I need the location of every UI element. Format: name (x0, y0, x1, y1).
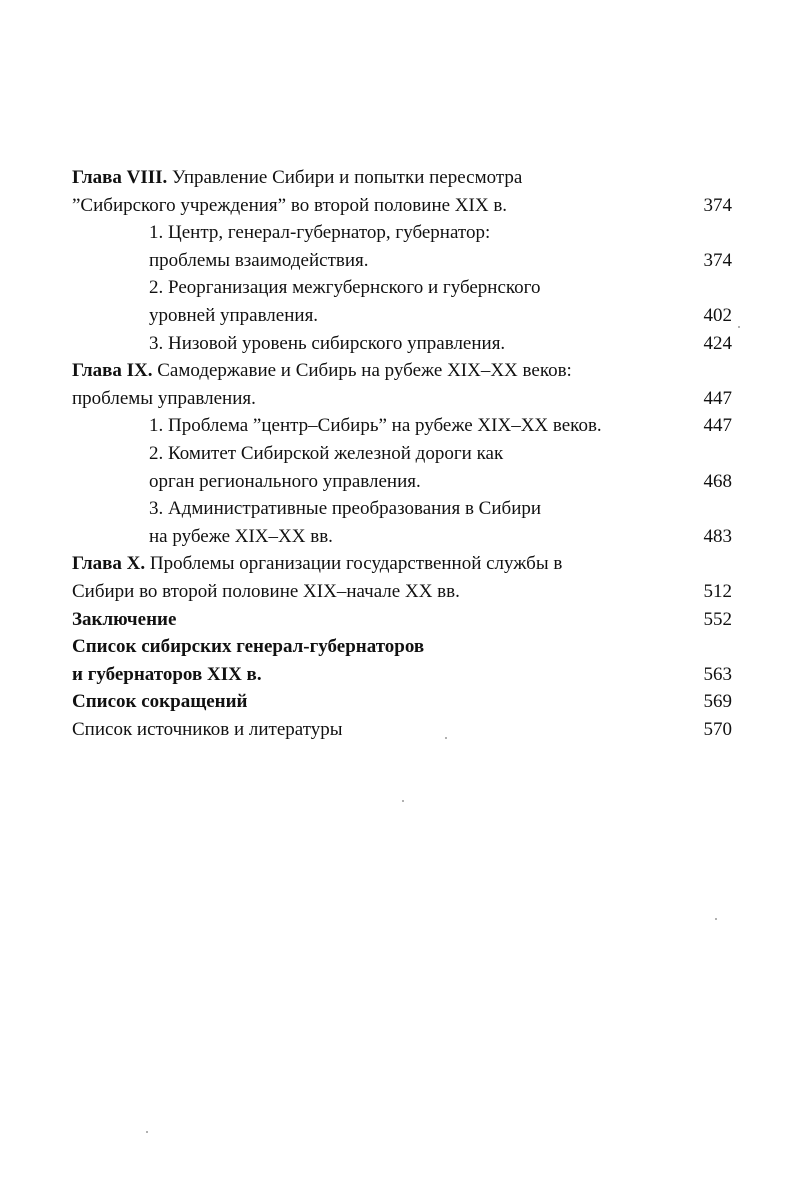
ch9-s2-page: 468 (703, 470, 732, 492)
ch9-s3-title-line2: на рубеже XIX–XX вв. (149, 525, 333, 547)
ch8-s3-title: 3. Низовой уровень сибирского управления. (149, 332, 506, 354)
toc-ch9-s3-line1 (72, 495, 732, 523)
toc-ch8-line1 (72, 164, 732, 192)
ch9-s3-page: 483 (703, 525, 732, 547)
toc-ch10-line2 (72, 578, 732, 606)
toc-ch9-line2 (72, 385, 732, 413)
governors-title-line1: Список сибирских генерал-губернаторов (72, 636, 425, 658)
toc-ch9-s1 (72, 412, 732, 440)
ch10-page: 512 (703, 580, 732, 602)
toc-ch10-line1 (72, 550, 732, 578)
abbreviations-title: Список сокращений (72, 691, 248, 713)
toc-conclusion (72, 606, 732, 634)
ch10-title-line2: Сибири во второй половине XIX–начале XX вв. (72, 580, 460, 602)
sources-page: 570 (703, 718, 732, 740)
governors-title-line2: и губернаторов XIX в. (72, 663, 262, 685)
ch8-s1-title-line1: 1. Центр, генерал-губернатор, губернатор: (149, 222, 491, 244)
toc-governors-line1 (72, 633, 732, 661)
ch8-title-line1: Управление Сибири и попытки пересмотра (167, 167, 523, 188)
ch9-page: 447 (703, 387, 732, 409)
toc-ch8-s3 (72, 330, 732, 358)
ch9-title-line2: проблемы управления. (72, 387, 256, 409)
ch8-s3-page: 424 (703, 332, 732, 354)
ch10-label: Глава X. (72, 553, 146, 575)
ch9-s1-page: 447 (703, 415, 732, 437)
ch8-page: 374 (703, 194, 732, 216)
ch9-s1-title: 1. Проблема ”центр–Сибирь” на рубеже XIX–XX веков. (149, 415, 602, 437)
scan-speck (738, 326, 740, 328)
toc-ch8-s1-line2 (72, 247, 732, 275)
ch8-s2-title-line1: 2. Реорганизация межгубернского и губернского (149, 277, 541, 299)
toc-ch9-line1 (72, 357, 732, 385)
sources-title: Список источников и литературы (72, 718, 343, 740)
toc-ch8-s1-line1 (72, 219, 732, 247)
scan-speck (715, 918, 717, 920)
toc-governors-line2 (72, 661, 732, 689)
scan-speck (146, 1131, 148, 1133)
ch10-title-line1: Проблемы организации государственной службы в (145, 553, 563, 575)
toc-ch8-s2-line1 (72, 274, 732, 302)
conclusion-page: 552 (703, 608, 732, 630)
ch8-s2-title-line2: уровней управления. (149, 304, 319, 326)
ch8-label: Глава VIII. (72, 167, 168, 188)
governors-page: 563 (703, 663, 732, 685)
toc-ch9-s3-line2 (72, 523, 732, 551)
ch9-s2-title-line1: 2. Комитет Сибирской железной дороги как (149, 442, 504, 464)
ch8-title-line2: ”Сибирского учреждения” во второй половине XIX в. (72, 194, 508, 216)
toc-ch9-s2-line2 (72, 468, 732, 496)
scan-speck (445, 737, 447, 739)
ch9-label: Глава IX. (72, 360, 153, 382)
ch9-s2-title-line2: орган регионального управления. (149, 470, 421, 492)
toc-ch8-s2-line2 (72, 302, 732, 330)
ch8-s2-page: 402 (703, 304, 732, 326)
toc-ch9-s2-line1 (72, 440, 732, 468)
toc-ch8-line2 (72, 192, 732, 220)
toc-sources (72, 716, 732, 744)
table-of-contents (72, 164, 732, 743)
conclusion-title: Заключение (72, 608, 177, 630)
ch8-s1-page: 374 (703, 249, 732, 271)
ch9-title-line1: Самодержавие и Сибирь на рубеже XIX–XX веков: (152, 360, 572, 382)
scan-speck (402, 800, 404, 802)
ch9-s3-title-line1: 3. Административные преобразования в Сибири (149, 498, 542, 520)
abbreviations-page: 569 (703, 691, 732, 713)
ch8-s1-title-line2: проблемы взаимодействия. (149, 249, 369, 271)
toc-abbreviations (72, 688, 732, 716)
